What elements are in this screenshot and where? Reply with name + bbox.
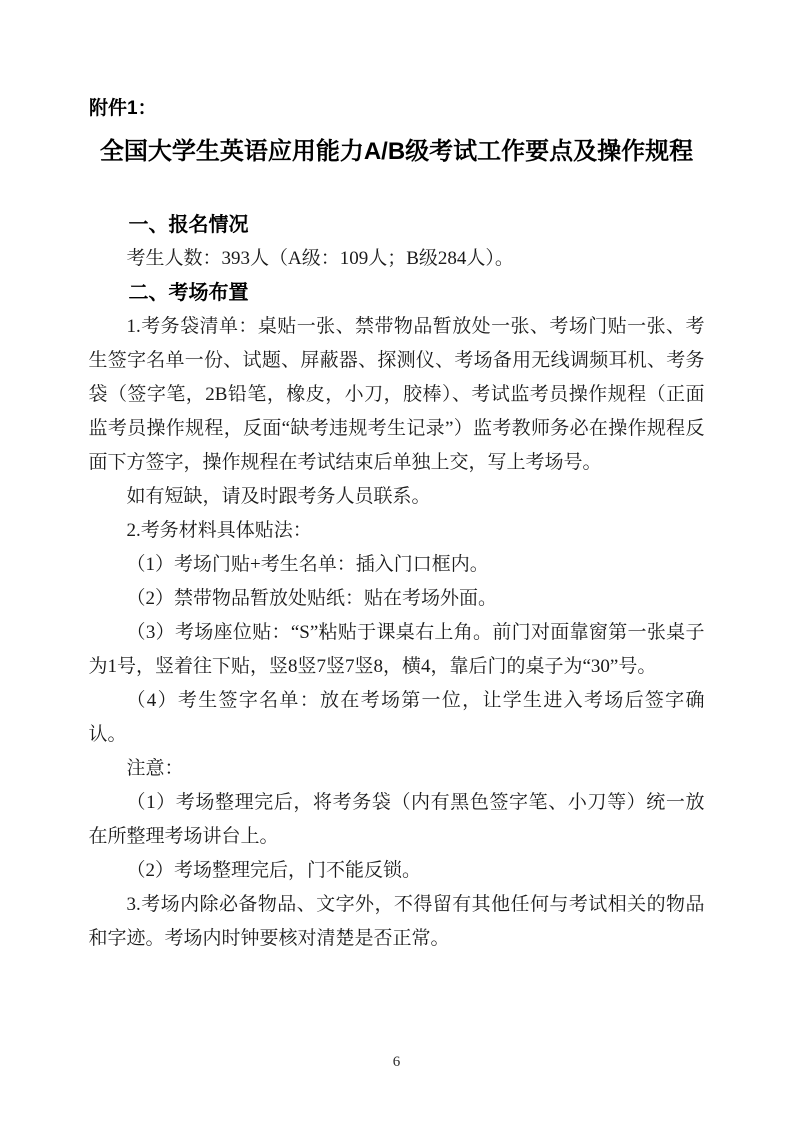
- document-title: 全国大学生英语应用能力A/B级考试工作要点及操作规程: [99, 138, 694, 165]
- paragraph-note-label: 注意：: [126, 758, 184, 779]
- paragraph-note-2: （2）考场整理完后，门不能反锁。: [126, 860, 422, 881]
- paragraph-seat-sticker: （3）考场座位贴：“S”粘贴于课桌右上角。前门对面靠窗第一张桌子为1号，竖着往下贴，竖8竖7竖7竖8，横4，靠后门的桌子为“30”号。: [88, 622, 705, 677]
- paragraph-shortage-notice: 如有短缺，请及时跟考务人员联系。: [126, 486, 431, 507]
- document-body: [89, 208, 705, 956]
- section-heading-room-setup: 二、考场布置: [128, 282, 249, 304]
- attachment-label: 附件1：: [89, 98, 157, 119]
- paragraph-forbidden-items-sticker: （2）禁带物品暂放处贴纸：贴在考场外面。: [126, 588, 498, 609]
- paragraph-signature-list: （4）考生签字名单：放在考场第一位，让学生进入考场后签字确认。: [88, 690, 705, 745]
- paragraph-door-sticker: （1）考场门贴+考生名单：插入门口框内。: [126, 554, 489, 575]
- paragraph-exam-bag-checklist: 1.考务袋清单：桌贴一张、禁带物品暂放处一张、考场门贴一张、考生签字名单一份、试题、屏蔽器、探测仪、考场备用无线调频耳机、考务袋（签字笔，2B铅笔，橡皮，小刀，胶棒）、考试监考员操作规程（正面监考员操作规程，反面“缺考违规考生记录”）监考教师务必在操作规程反面下方签字，操作规程在考试结束后单独上交，写上考场号。: [88, 316, 705, 473]
- paragraph-material-posting-intro: 2.考务材料具体贴法：: [126, 520, 312, 541]
- paragraph-room-cleanliness: 3.考场内除必备物品、文字外，不得留有其他任何与考试相关的物品和字迹。考场内时钟要核对清楚是否正常。: [88, 894, 705, 949]
- paragraph-candidate-numbers: 考生人数：393人（A级：109人；B级284人）。: [126, 248, 514, 269]
- paragraph-note-1: （1）考场整理完后，将考务袋（内有黑色签字笔、小刀等）统一放在所整理考场讲台上。: [88, 792, 705, 847]
- section-heading-registration: 一、报名情况: [128, 214, 249, 236]
- page-number: 6: [392, 1054, 401, 1070]
